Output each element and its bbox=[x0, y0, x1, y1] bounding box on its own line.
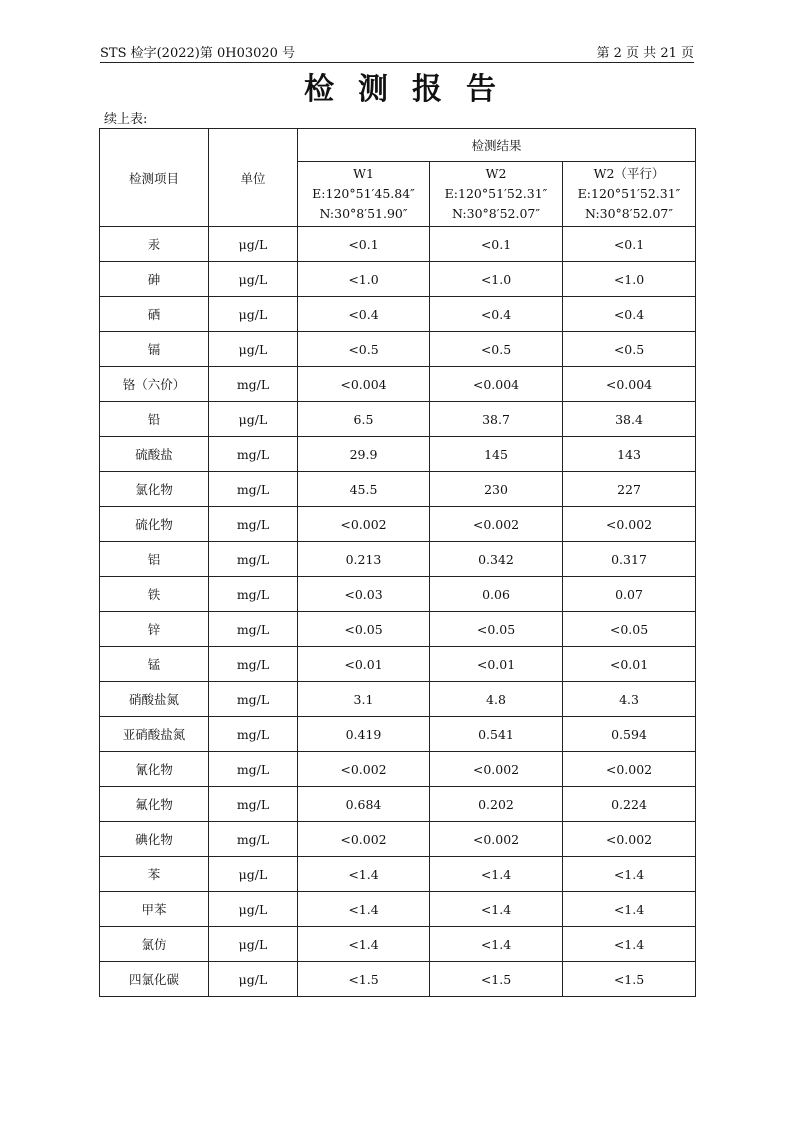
table-row bbox=[100, 367, 696, 402]
unit-cell: mg/L bbox=[209, 822, 298, 857]
header-site-w1 bbox=[298, 162, 430, 227]
unit-cell: mg/L bbox=[209, 437, 298, 472]
unit-cell: μg/L bbox=[209, 962, 298, 997]
value-w2-parallel: 0.594 bbox=[563, 717, 696, 752]
value-w1: <0.01 bbox=[298, 647, 430, 682]
item-cell: 氟化物 bbox=[100, 787, 209, 822]
unit-cell: mg/L bbox=[209, 542, 298, 577]
item-cell: 镉 bbox=[100, 332, 209, 367]
header-result: 检测结果 bbox=[298, 129, 696, 162]
value-w2-parallel: <0.002 bbox=[563, 752, 696, 787]
value-w2: 0.342 bbox=[430, 542, 563, 577]
value-w2-parallel: <1.4 bbox=[563, 892, 696, 927]
item-cell: 苯 bbox=[100, 857, 209, 892]
value-w2-parallel: <0.002 bbox=[563, 507, 696, 542]
value-w2: <0.002 bbox=[430, 752, 563, 787]
unit-cell: μg/L bbox=[209, 927, 298, 962]
item-cell: 锌 bbox=[100, 612, 209, 647]
value-w1: <0.1 bbox=[298, 227, 430, 262]
site-latitude: N:30°8′52.07″ bbox=[584, 206, 674, 221]
value-w1: <0.5 bbox=[298, 332, 430, 367]
table-row bbox=[100, 472, 696, 507]
unit-cell: μg/L bbox=[209, 227, 298, 262]
table-row bbox=[100, 787, 696, 822]
value-w1: <1.4 bbox=[298, 857, 430, 892]
value-w1: <1.0 bbox=[298, 262, 430, 297]
value-w2: 38.7 bbox=[430, 402, 563, 437]
item-cell: 铬（六价） bbox=[100, 367, 209, 402]
value-w2: 230 bbox=[430, 472, 563, 507]
value-w2: 0.202 bbox=[430, 787, 563, 822]
table-row bbox=[100, 962, 696, 997]
value-w1: <1.4 bbox=[298, 892, 430, 927]
continued-label: 续上表: bbox=[104, 112, 148, 127]
item-cell: 甲苯 bbox=[100, 892, 209, 927]
item-cell: 砷 bbox=[100, 262, 209, 297]
unit-cell: μg/L bbox=[209, 402, 298, 437]
table-row bbox=[100, 577, 696, 612]
value-w2: <1.0 bbox=[430, 262, 563, 297]
unit-cell: μg/L bbox=[209, 892, 298, 927]
unit-cell: mg/L bbox=[209, 752, 298, 787]
value-w2: <0.004 bbox=[430, 367, 563, 402]
value-w2: <1.4 bbox=[430, 927, 563, 962]
value-w2: <1.5 bbox=[430, 962, 563, 997]
value-w2-parallel: <1.4 bbox=[563, 857, 696, 892]
value-w2-parallel: <0.01 bbox=[563, 647, 696, 682]
table-row bbox=[100, 402, 696, 437]
item-cell: 氰化物 bbox=[100, 752, 209, 787]
header-item: 检测项目 bbox=[100, 129, 209, 227]
value-w2: <0.01 bbox=[430, 647, 563, 682]
unit-cell: μg/L bbox=[209, 262, 298, 297]
value-w1: <0.002 bbox=[298, 507, 430, 542]
unit-cell: μg/L bbox=[209, 857, 298, 892]
table-row bbox=[100, 892, 696, 927]
table-row bbox=[100, 262, 696, 297]
item-cell: 硫酸盐 bbox=[100, 437, 209, 472]
item-cell: 碘化物 bbox=[100, 822, 209, 857]
unit-cell: μg/L bbox=[209, 332, 298, 367]
item-cell: 硫化物 bbox=[100, 507, 209, 542]
value-w2: <0.4 bbox=[430, 297, 563, 332]
value-w1: 3.1 bbox=[298, 682, 430, 717]
table-row bbox=[100, 752, 696, 787]
value-w2: <0.002 bbox=[430, 822, 563, 857]
value-w1: 0.684 bbox=[298, 787, 430, 822]
value-w2-parallel: 38.4 bbox=[563, 402, 696, 437]
value-w1: <0.004 bbox=[298, 367, 430, 402]
site-longitude: E:120°51′45.84″ bbox=[312, 186, 415, 201]
value-w1: 0.419 bbox=[298, 717, 430, 752]
table-row bbox=[100, 927, 696, 962]
item-cell: 汞 bbox=[100, 227, 209, 262]
item-cell: 硝酸盐氮 bbox=[100, 682, 209, 717]
header-site-w2 bbox=[430, 162, 563, 227]
value-w1: 0.213 bbox=[298, 542, 430, 577]
item-cell: 氯化物 bbox=[100, 472, 209, 507]
item-cell: 锰 bbox=[100, 647, 209, 682]
value-w2-parallel: <0.5 bbox=[563, 332, 696, 367]
page-title: 检测报告 bbox=[304, 72, 520, 107]
table-body bbox=[100, 227, 696, 997]
value-w2: <0.05 bbox=[430, 612, 563, 647]
value-w2-parallel: <0.004 bbox=[563, 367, 696, 402]
value-w2: 4.8 bbox=[430, 682, 563, 717]
unit-cell: mg/L bbox=[209, 682, 298, 717]
site-name: W2（平行） bbox=[593, 166, 665, 181]
unit-cell: mg/L bbox=[209, 367, 298, 402]
table-row bbox=[100, 227, 696, 262]
unit-cell: μg/L bbox=[209, 297, 298, 332]
table-row bbox=[100, 542, 696, 577]
page-header bbox=[100, 38, 694, 63]
value-w2-parallel: <1.5 bbox=[563, 962, 696, 997]
item-cell: 氯仿 bbox=[100, 927, 209, 962]
table-row bbox=[100, 332, 696, 367]
value-w2: 0.06 bbox=[430, 577, 563, 612]
header-unit: 单位 bbox=[209, 129, 298, 227]
unit-cell: mg/L bbox=[209, 612, 298, 647]
table-row bbox=[100, 857, 696, 892]
value-w2-parallel: <0.05 bbox=[563, 612, 696, 647]
value-w1: 29.9 bbox=[298, 437, 430, 472]
table-row bbox=[100, 437, 696, 472]
value-w2-parallel: <0.1 bbox=[563, 227, 696, 262]
table-row bbox=[100, 647, 696, 682]
value-w2-parallel: 227 bbox=[563, 472, 696, 507]
value-w2: 0.541 bbox=[430, 717, 563, 752]
value-w2-parallel: <1.0 bbox=[563, 262, 696, 297]
value-w2-parallel: 0.224 bbox=[563, 787, 696, 822]
value-w2-parallel: <0.002 bbox=[563, 822, 696, 857]
unit-cell: mg/L bbox=[209, 507, 298, 542]
value-w2: <0.002 bbox=[430, 507, 563, 542]
table-row bbox=[100, 822, 696, 857]
value-w2: <1.4 bbox=[430, 892, 563, 927]
unit-cell: mg/L bbox=[209, 472, 298, 507]
value-w1: <0.03 bbox=[298, 577, 430, 612]
value-w1: <1.5 bbox=[298, 962, 430, 997]
table-row bbox=[100, 717, 696, 752]
page-number: 第 2 页 共 21 页 bbox=[596, 46, 694, 61]
value-w2: <0.1 bbox=[430, 227, 563, 262]
value-w1: <0.002 bbox=[298, 822, 430, 857]
results-table bbox=[99, 128, 696, 997]
report-number: STS 检字(2022)第 0H03020 号 bbox=[100, 46, 296, 61]
value-w2: <1.4 bbox=[430, 857, 563, 892]
value-w2-parallel: 0.07 bbox=[563, 577, 696, 612]
value-w2: <0.5 bbox=[430, 332, 563, 367]
unit-cell: mg/L bbox=[209, 577, 298, 612]
table-row bbox=[100, 507, 696, 542]
site-latitude: N:30°8′52.07″ bbox=[451, 206, 541, 221]
value-w1: 6.5 bbox=[298, 402, 430, 437]
item-cell: 亚硝酸盐氮 bbox=[100, 717, 209, 752]
item-cell: 铁 bbox=[100, 577, 209, 612]
value-w1: <1.4 bbox=[298, 927, 430, 962]
table-row bbox=[100, 612, 696, 647]
site-longitude: E:120°51′52.31″ bbox=[577, 186, 681, 201]
unit-cell: mg/L bbox=[209, 647, 298, 682]
item-cell: 铝 bbox=[100, 542, 209, 577]
site-latitude: N:30°8′51.90″ bbox=[319, 206, 408, 221]
unit-cell: mg/L bbox=[209, 787, 298, 822]
site-name: W2 bbox=[485, 166, 507, 181]
header-site-w2-parallel bbox=[563, 162, 696, 227]
item-cell: 硒 bbox=[100, 297, 209, 332]
value-w1: <0.05 bbox=[298, 612, 430, 647]
value-w2-parallel: <0.4 bbox=[563, 297, 696, 332]
unit-cell: mg/L bbox=[209, 717, 298, 752]
value-w2: 145 bbox=[430, 437, 563, 472]
site-longitude: E:120°51′52.31″ bbox=[444, 186, 548, 201]
value-w2-parallel: 143 bbox=[563, 437, 696, 472]
item-cell: 铅 bbox=[100, 402, 209, 437]
value-w2-parallel: 4.3 bbox=[563, 682, 696, 717]
value-w2-parallel: 0.317 bbox=[563, 542, 696, 577]
site-name: W1 bbox=[353, 166, 374, 181]
table-row bbox=[100, 297, 696, 332]
value-w1: <0.002 bbox=[298, 752, 430, 787]
value-w2-parallel: <1.4 bbox=[563, 927, 696, 962]
value-w1: 45.5 bbox=[298, 472, 430, 507]
value-w1: <0.4 bbox=[298, 297, 430, 332]
item-cell: 四氯化碳 bbox=[100, 962, 209, 997]
table-row bbox=[100, 682, 696, 717]
